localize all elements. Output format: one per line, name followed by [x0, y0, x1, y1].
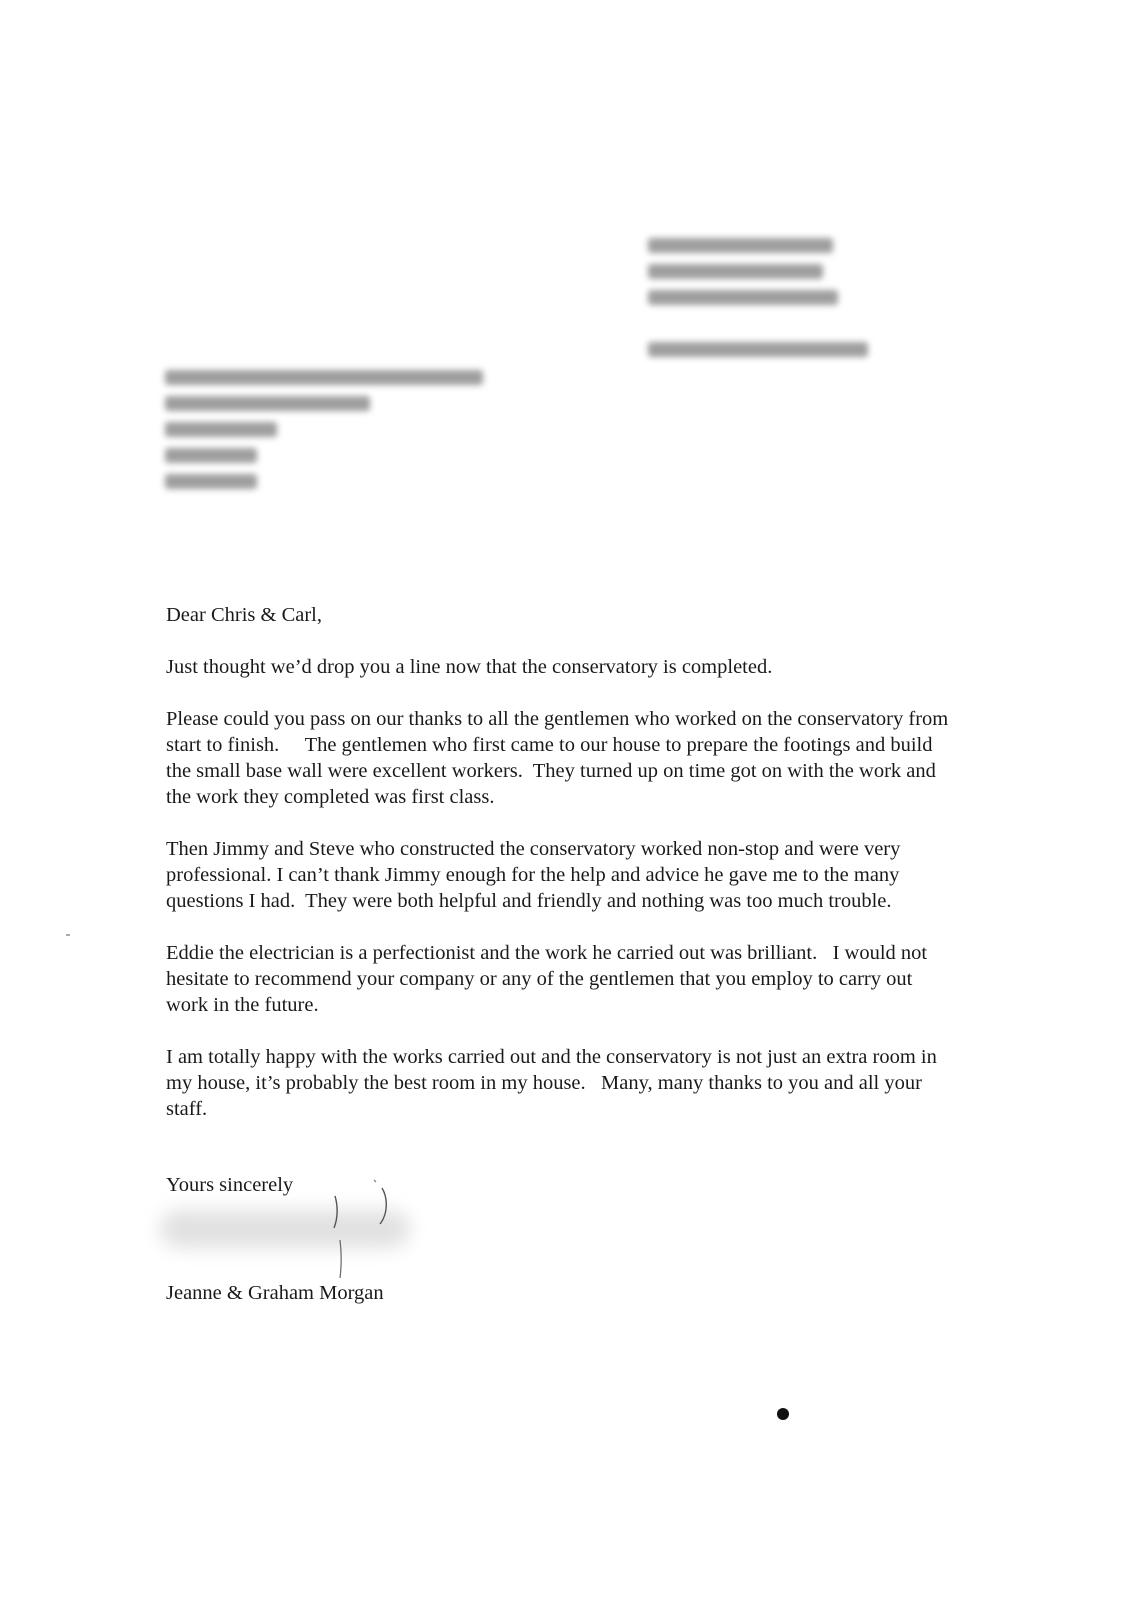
redacted-signature	[160, 1198, 430, 1268]
redacted-sender-address	[648, 238, 868, 316]
redacted-recipient-address	[165, 370, 495, 500]
paragraph: Please could you pass on our thanks to all the gentlemen who worked on the conservatory from start to finish. The gentlemen who first came to our house to prepare the footings and build the small base wall were excellent workers. They turned up on time got on with the work and the work they completed was first class.	[166, 708, 949, 808]
paragraph: I am totally happy with the works carried out and the conservatory is not just an extra room in my house, it’s probably the best room in my house. Many, many thanks to you and all your staff.	[166, 1046, 937, 1120]
signatories: Jeanne & Graham Morgan	[166, 1282, 384, 1304]
paragraph: Then Jimmy and Steve who constructed the conservatory worked non-stop and were very professional. I can’t thank Jimmy enough for the help and advice he gave me to the many questions I had. They were both helpful and friendly and nothing was too much trouble.	[166, 838, 901, 912]
paragraph: Eddie the electrician is a perfectionist and the work he carried out was brilliant. I would not hesitate to recommend your company or any of the gentlemen that you employ to carry out work in the future.	[166, 942, 928, 1016]
letter-body	[166, 654, 956, 1148]
salutation: Dear Chris & Carl,	[166, 604, 322, 626]
redacted-date	[648, 342, 878, 368]
paragraph: Just thought we’d drop you a line now that the conservatory is completed.	[166, 656, 773, 678]
scan-speck	[66, 934, 70, 936]
closing: Yours sincerely	[166, 1174, 294, 1196]
ink-dot	[777, 1408, 789, 1420]
